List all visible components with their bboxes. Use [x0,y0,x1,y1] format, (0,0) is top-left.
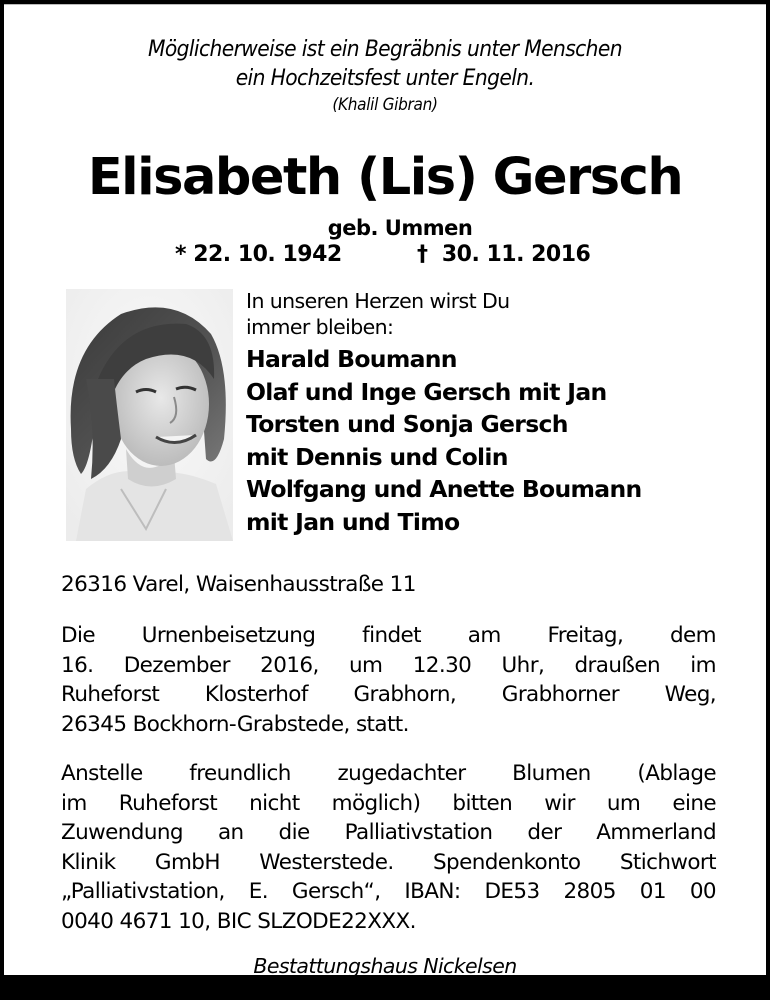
death-date: 30. 11. 2016 [441,242,591,267]
portrait-photo-icon [66,289,233,541]
death-date-line [417,241,590,269]
undertaker-name: Bestattungshaus Nickelsen [253,954,517,978]
mourner-line: Harald Boumann [246,345,457,373]
portrait-photo [66,289,233,541]
ceremony-line: 16. Dezember 2016, um 12.30 Uhr, draußen im [61,652,716,678]
obituary-card [4,4,766,978]
mourner-line: Torsten und Sonja Gersch [246,410,568,438]
donation-line: Anstelle freundlich zugedachter Blumen (Ablage [61,761,716,786]
birth-date: 22. 10. 1942 [193,242,342,267]
donation-paragraph [61,759,716,936]
ceremony-line: 26345 Bockhorn-Grabstede, statt. [61,711,409,737]
deceased-name: Elisabeth (Lis) Gersch [87,148,683,207]
ceremony-line: Die Urnenbeisetzung findet am Freitag, dem [61,623,716,648]
intro-line: immer bleiben: [246,315,394,339]
mourner-line: Wolfgang und Anette Boumann [246,475,642,503]
mourners-intro [246,288,510,340]
born-name: geb. Ummen [327,216,473,240]
family-address: 26316 Varel, Waisenhausstraße 11 [61,572,416,597]
donation-line: im Ruheforst nicht möglich) bitten wir um eine [61,790,716,816]
mourner-line: mit Jan und Timo [246,507,460,536]
birth-date-line [175,241,342,269]
quote-line: Möglicherweise ist ein Begräbnis unter Menschen [148,36,622,62]
intro-line: In unseren Herzen wirst Du [246,289,510,313]
donation-line: 0040 4671 10, BIC SLZODE22XXX. [61,908,416,934]
mourners-list [246,343,642,538]
quote-author: (Khalil Gibran) [332,95,438,115]
birth-star-icon: * [175,242,187,267]
ceremony-paragraph [61,621,716,739]
donation-line: Klinik GmbH Westerstede. Spendenkonto Stichwort [61,849,716,875]
cross-icon: † [417,242,428,267]
mourner-line: Olaf und Inge Gersch mit Jan [246,377,607,406]
opening-quote [4,35,766,117]
ceremony-line: Ruheforst Klosterhof Grabhorn, Grabhorner Weg, [61,682,716,707]
donation-line: Zuwendung an die Palliativstation der Ammerland [61,820,716,845]
donation-line: „Palliativstation, E. Gersch“, IBAN: DE53 2805 01 00 [61,879,716,904]
mourner-line: mit Dennis und Colin [246,442,508,471]
quote-line: ein Hochzeitsfest unter Engeln. [235,65,535,91]
